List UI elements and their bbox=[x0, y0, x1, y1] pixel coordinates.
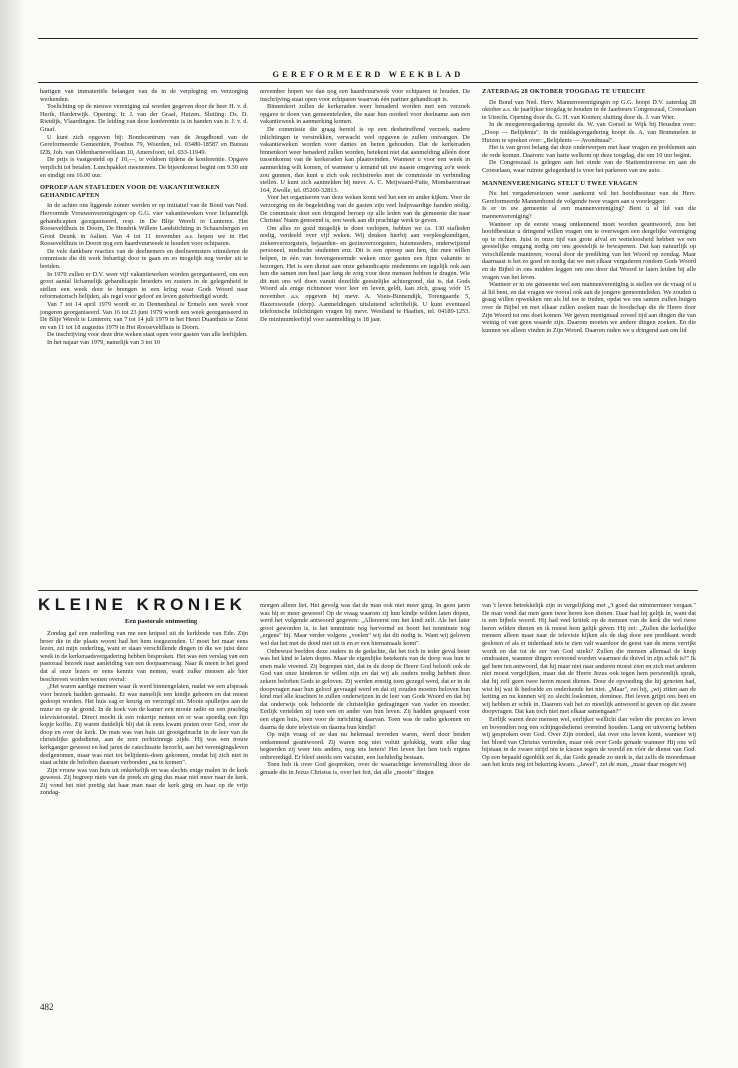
column-2 bbox=[260, 88, 470, 323]
paragraph: Nu het vergaderseizoen weer aankomt wil het hoofdbestuur van de Herv. Gereformeerde Mannenbond de volgende twee vragen aan u voorleggen: bbox=[482, 190, 696, 205]
paragraph: Toen heb ik over God gesproken, over de waarachtige levensvulling door de genade die in Jezus Christus is, over het feit, dat alle „mooie" dingen bbox=[260, 761, 470, 777]
paragraph: morgen alleen liet. Het gevolg was dat de man ook niet meer ging. In geen jaren was hij er meer geweest! Op de vraag waarom zij hun kindje wilden laten dopen, werd het volgende antwoord gegeven: „Allereerst om het kind zelf. Als het later groot geworden is, is het tenminste nog hervormd en hoort het tenminste nog „ergens" bij. Maar verder volgens „voelen" wij dat dit nodig is. Want wij geloven wel dat het met de dood niet uit is en er een hiernamaals komt". bbox=[260, 602, 470, 647]
kroniek-column-3 bbox=[482, 602, 696, 769]
paragraph: In 1979 zullen er D.V. weer vijf vakantieweken worden georganiseerd, om een groot aantal lichamelijk gehandicapte broeders en zusters in de gelegenheid te stellen een week door te brengen in een kring waar Gods Woord naar reformatorisch belijden, als regel voor geloof en leven geëerbiedigd wordt. bbox=[40, 270, 248, 301]
paragraph: Voor het organiseren van deze weken komt wel het een en ander kijken. Voor de verzorging en de begeleiding van de gasten zijn veel hulpvaardige handen nodig. De commissie doet een dringend beroep op alle leden van de gemeente die naar Christus' Naam genoemd is, een week aan dit prachtige werk te geven. bbox=[260, 194, 470, 225]
paragraph: In het najaar van 1979, namelijk van 3 tot 10 bbox=[47, 339, 160, 346]
paragraph: De vele dankbare reacties van de deelnemers en deelneemsters stimuleren de commissie die dit werk behartigt door te gaan en zo mogelijk nog verder uit te breiden. bbox=[40, 247, 248, 271]
section-heading: ZATERDAG 28 OKTOBER TOOGDAG TE UTRECHT bbox=[482, 88, 646, 95]
paragraph: Op mijn vraag of ze dan nu helemaal tevreden waren, werd door beiden ontkennend geantwoord. Zij waren nog niet voluit gelukkig, want elke dag begeerden zij weer iets anders, nog iets beters! Het leven liet hen toch ergens onbevredigd. Er bleef steeds een vacuüm, een luchtledig bestaan. bbox=[260, 731, 470, 761]
paragraph: Eerlijk waren deze mensen wel, eerlijker wellicht dan velen die precies zo leven en bovendien nog een schijngodsdienst overeind houden. Lang en uitvoerig hebben wij gesproken over God. Over Zijn oordeel, dat over ons leven komt, wanneer wij het bloed van Christus vertreden, maar ook over Gods genade wanneer Hij ons wil bijstaan in de zware strijd om te kiezen tegen de wereld en vóór de dienst van God. Op een bepaald ogenblik zei ik, dat Gods genade zo sterk is, dat zelfs de moordenaar aan het kruis nog tot bekering kwam. „Jawel", zei de man, „maar daar mogen wij bbox=[482, 715, 696, 769]
section-heading: OPROEP AAN STAFLEDEN VOOR DE VAKANTIEWEKEN GEHANDICAPTEN bbox=[40, 184, 220, 199]
paragraph: In de achter ons liggende zomer werden er op initiatief van de Bond van Ned. Hervormde Vrouwenverenigingen op G.G. vier vakantieweken voor lichamelijk gehandicapten georganiseerd, resp. in De Blije Werelt in Lunteren. Het Rooseveltlhuis in Doorn, De Hendrik Willem Landstichting in Schaarsbergen en Groot Deunk in Aalten. Van 4 tot 11 november a.s. hopen we in Het Rooseveltlhuis in Doorn nog een haardvuurweek te houden voor echtparen. bbox=[40, 202, 248, 248]
column-1 bbox=[40, 88, 248, 347]
paragraph: Wanneer op de eerste vraag ontkennend moet worden geantwoord, zou het hoofdbestuur u dringend willen vragen om te overwegen een dergelijke vereniging op te richten. Juist in onze tijd van grote afval en wetteloosheid hebben we een geestelijke omgang nodig om ons geestelijk te bewapenen. Dat kan natuurlijk op verschillende manieren, vooral door de prediking van het Woord op zondag. Maar daarnaast is het zo goed en nodig dat we met elkaar vergaderen rondom Gods Woord en de Bijbel in ons midden leggen om ons door dat Woord te laten leiden bij alle vragen van het leven. bbox=[482, 220, 696, 281]
paragraph: Van 7 tot 14 april 1979 wordt er in Dennenheul te Ermelo een week voor jongeren georganiseerd. Van 16 tot 23 juni 1979 wordt een week georganiseerd in De Blije Werelt te Lunteren; van 7 tot 14 juli 1979 in het Henri Duanthuis te Zeist en van 11 tot 18 augustus 1979 in Het Rooseveltlhuis te Doorn. bbox=[40, 301, 248, 331]
kroniek-subtitle: Een pastorale ontmoeting bbox=[125, 618, 198, 625]
column-3 bbox=[482, 88, 696, 334]
paragraph: Zondag gaf een ouderling van me een knipsel uit de kerkbode van Ede. Zijn broer die in die plaats woont had het hem toegezonden. U moet het maar eens lezen, zei mijn ouderling, want er staan verschillende dingen in die we juist deze week in de kerkeraadsvergadering hebben besproken. Het was een verslag van een pastoraal bezoek naar aanleiding van een doopaanvraag. Naar ik meen is het goed dat al onze lezers er eens kennis van nemen, want zulke mensen als hier beschreven worden wonen overal: bbox=[40, 630, 248, 683]
paragraph: De inschrijving voor deze drie weken staat open voor gasten van alle leeftijden. bbox=[47, 331, 248, 339]
paragraph: Het is van groot belang dat deze onderwerpen met haar vragen en problemen aan de orde komen. Daarom: van harte welkom op deze toogdag, die om 10 uur begint. bbox=[482, 144, 696, 159]
paragraph: hartigen van immateriële belangen van de in de verpleging en verzorging werkenden. bbox=[40, 88, 248, 103]
paragraph: van 't leven betrekkelijk zijn in vergelijking met „'t goed dat nimmermeer vergaat." De man vond dat men geen twee heren kon dienen. Daar had hij gelijk in, want dat is een bijbels woord. Hij had veel kritiek op de mensen van de kerk die wel twee heren wilden dienen en ik moest hem gelijk geven. Hij zei: „Zullen die kerkelijke mensen alleen maar naar de televisie kijken als de dag door een predikant wordt gesloten of als er inderdaad iets te zien valt waardoor de geest van de mens verrijkt wordt en dat tot de eer van God strekt? Zullen die mensen allemaal de knop omdraaien, wanneer dingen vertoond worden waarmee de duivel in zijn schik is?" Ik gaf hem ten antwoord, dat hij maar niet naar anderen moest zien en zich met anderen niet moest vergelijken, maar dat de Heere Jezus ook tegen hem persoonlijk sprak, dat hij zelf geen twee heren moest dienen. Door de opvoeding die hij genoten had, wist hij wat ik bedoelde en onderkende het niet. „Maar", zei hij, „wij zitten aan de ketting en nu kunnen wij zo slecht loskomen, dominee. Het leven grijpt ons beet en wij hebben er schik in. Daarom valt het zo moeilijk antwoord te geven op die zware doopvragen. Dat kan toch niet met elkaar samengaan?" bbox=[482, 602, 697, 716]
kroniek-title: KLEINE KRONIEK bbox=[38, 595, 247, 614]
scan-edge-shadow bbox=[0, 0, 26, 1068]
page-number: 482 bbox=[40, 1002, 54, 1012]
paragraph: Onbewust beefden deze ouders in de gedachte, dat het toch in ieder geval beter was het kind te laten dopen. Maar de eigenlijke betekenis van de doop was hun te enen male vreemd. Zij begrepen niet, dat in de doop de Heere God belooft ook de God van onze kinderen te willen zijn en dat wij als ouders nodig hebben deze zekere beloften Gods te geloven. Zij werden ernstig toen gezegd werd, dat er in de doopvragen naar hun geloof gevraagd werd en dat zij zouden moeten beloven hun kind met alle krachten te zullen onderwijzen in de leer van Gods Woord en dat bij dat onderwijs ook behoorde de christelijke gedragingen van vader en moeder. Eerlijk vertelden zij toen een en ander van hun leven. Zij hadden gespaard voor een eigen huis, toen voor de inrichting daarvan. Toen was de radio gekomen en daarna de dure televisie en daarna hun kindje! bbox=[260, 647, 470, 731]
paragraph: Zijn vrouw was van huis uit onkerkelijk en was slechts enige malen in de kerk geweest. Zij begreep niets van de preek en ging dus maar niet meer naar de kerk. Zij vond het niet prettig dat haar man naar de kerk ging en haar op de vrije zondag- bbox=[40, 766, 248, 797]
paragraph: De Bond van Ned. Herv. Mannenverenigingen op G.G. hoopt D.V. zaterdag 28 oktober a.s. de jaarlijkse toogdag te houden in de Jaarbeurs Congreszaal, Croeselaan te Utrecht. Opening door ds. G. H. van Kooten; sluiting door ds. J. van Wier. bbox=[482, 98, 696, 121]
paragraph: In de morgenvergadering spreekt ds. W. van Gorsel te Wijk bij Heusden over: „Doop — Belijdenis". In de middagvergadering hoopt ds. A. van Brummelen te Huizen te spreken over: „Belijdenis — Avondmaal". bbox=[482, 121, 696, 144]
paragraph: U kunt zich opgeven bij: Bondscentrum van de Jeugdbond van de Gereformeerde Gemeenten, Postbus 79, Woerden, tel. 03480-18587 en Bureau IZB, Joh. van Oldenbarneveltlaan 10, Amersfoort, tel. 033-11949. bbox=[40, 133, 248, 156]
paragraph: De commissie die graag bereid is op een desbetreffend verzoek nadere inlichtingen te verstrekken, verwacht veel opgaven te zullen ontvangen. De vakantieweken worden voor dames en heren gehouden. Dat de kerkeraden binnenkort weer benaderd zullen worden, betekent niet dat aanmelding alléén door tussenkomst van de kerkeraden kan plaatsvinden. Wanneer u voor een week in aanmerking wilt komen, of wanneer u iemand uit uw naaste omgeving zo'n week zou gunnen, dan kunt u zich ook rechtstreeks met de commissie in verbinding stellen. U kunt zich aanmelden bij mevr. A. C. Meijwaard-Fuite, Mombaerstraat 164, Zwolle, tel. 05200-32813. bbox=[260, 125, 470, 194]
paragraph: Om alles zo goed mogelijk te doen verlopen, hebben we ca. 130 stafleden nodig, verdeeld over vijf weken. Wij denken hierbij aan verpleegkundigen, ziekenverzorgsters, bejaarden- en gezinsverzorgsters, huismoeders, onderwijzend personeel, medische studenten enz. Dit is een oproep aan hen, die mee willen helpen, in één van bovengenoemde weken onze gasten een fijne vakantie te bezorgen. Het is een dienst aan onze gehandicapte medemens en tegelijk ook aan hen die samen een heel jaar lang de zorg voor deze mensen hebben te dragen. Wie dit met ons wil doen vanuit dezelfde geestelijke achtergrond, dat is, dat Gods Woord als enige richtsnoer voor leer en leven geldt, kan zich, graag vóór 15 november a.s. opgeven bij mevr. A. Voets-Binnendijk, Torengaarde 5, Hazerswoude (dorp). Aanmeldingen uitsluitend schriftelijk. U kunt eventueel telefonische inlichtingen vragen bij mevr. Westland te Haaften, tel. 04189-1253. De minimumleeftijd voor aanmelding is 18 jaar. bbox=[260, 224, 470, 323]
running-head: GEREFORMEERD WEEKBLAD bbox=[272, 70, 464, 79]
top-rule bbox=[38, 38, 698, 39]
paragraph: De Congreszaal is gelegen aan het einde van de Stationstraverse en aan de Croeselaan, waar ruimte gelegenheid is voor het parkeren van uw auto. bbox=[482, 159, 696, 174]
section-heading: MANNENVERENIGING STELT U TWEE VRAGEN bbox=[482, 179, 638, 187]
paragraph: Binnenkort zullen de kerkeraden weer benaderd worden met een verzoek opgave te doen van gemeenteleden, die naar hun oordeel voor deelname aan een vakantieweek in aanmerking komen. bbox=[260, 103, 470, 126]
paragraph: De prijs is vastgesteld op ƒ 10,—, te voldoen tijdens de konferentie. Opgave verplicht tot betalen. Lunchpakket meenemen. De bijeenkomst begint om 9.30 uur en eindigt om 16.00 uur. bbox=[40, 156, 248, 179]
paragraph: november hopen we dan nog een haardvuurweek voor echtparen te houden. De inschrijving staat open voor echtparen waarvan één partner gehandicapt is. bbox=[260, 88, 470, 103]
paragraph: Wanneer er in uw gemeente wel een mannenvereniging is stellen we de vraag of u al lid bent, en dat vragen we vooral ook aan de jongere gemeenteleden. We zouden u graag willen opwekken om als lid toe te treden, opdat we ons samen zullen buigen over de Bijbel en met elkaar zullen zoeken naar de boodschap die de Heere door Zijn Woord tot ons doet komen. We geven menigmaal zoveel tijd aan dingen die van weinig of van geen waarde zijn. Daarom moeten we andere dingen zoeken. En die kunnen we alleen vinden in Zijn Woord. Daarom raden we u dringend aan om lid bbox=[482, 281, 696, 334]
paragraph: „Het waren aardige mensen waar ik werd binnengelaten, nadat we een afspraak voor bezoek hadden gemaakt. Er was namelijk een kindje geboren en dat moest gedoopt worden. Het huis zag er keurig en verzorgd uit. Mooie spulletjes aan de muur en op de grond. In de hoek van de kamer een mooie radio en een prachtig televisietoestel. Direct mocht ik een rokertje nemen en er was spoedig een fijn kopje koffie. Zij waren duidelijk blij dat ik eens kwam praten over God, over de doop en over de kerk. De man was van huis uit grootgebracht in de leer van de christelijke godsdienst, aan de zeer rechtzinnige zijde. Hij was een trouw kerkganger geweest en had jaren de catechisatie bezocht, aan het verenigingsleven deelgenomen, maar was niet tot belijdenis-doen gekomen, omdat hij zich niet in staat achtte de beloften daaraan verbonden „na te komen". bbox=[40, 683, 248, 767]
header-rule bbox=[38, 82, 698, 83]
question: Is er in uw gemeente al een mannenvereniging? Bent u al lid van die mannenvereniging? bbox=[482, 205, 696, 220]
kroniek-column-2 bbox=[260, 602, 470, 777]
paragraph: Toelichting op de nieuwe vereniging zal worden gegeven door de heer H. v. d. Herik, Harderwijk. Opening: Ir. J. van der Graaf, Huizen. Sluiting: Ds. D. Rietdijk, Vlaardingen. De leiding van deze konferentie is in handen van ir. J. v. d. Graaf. bbox=[40, 103, 248, 133]
kroniek-column-1 bbox=[40, 630, 248, 797]
section-divider bbox=[38, 590, 698, 591]
